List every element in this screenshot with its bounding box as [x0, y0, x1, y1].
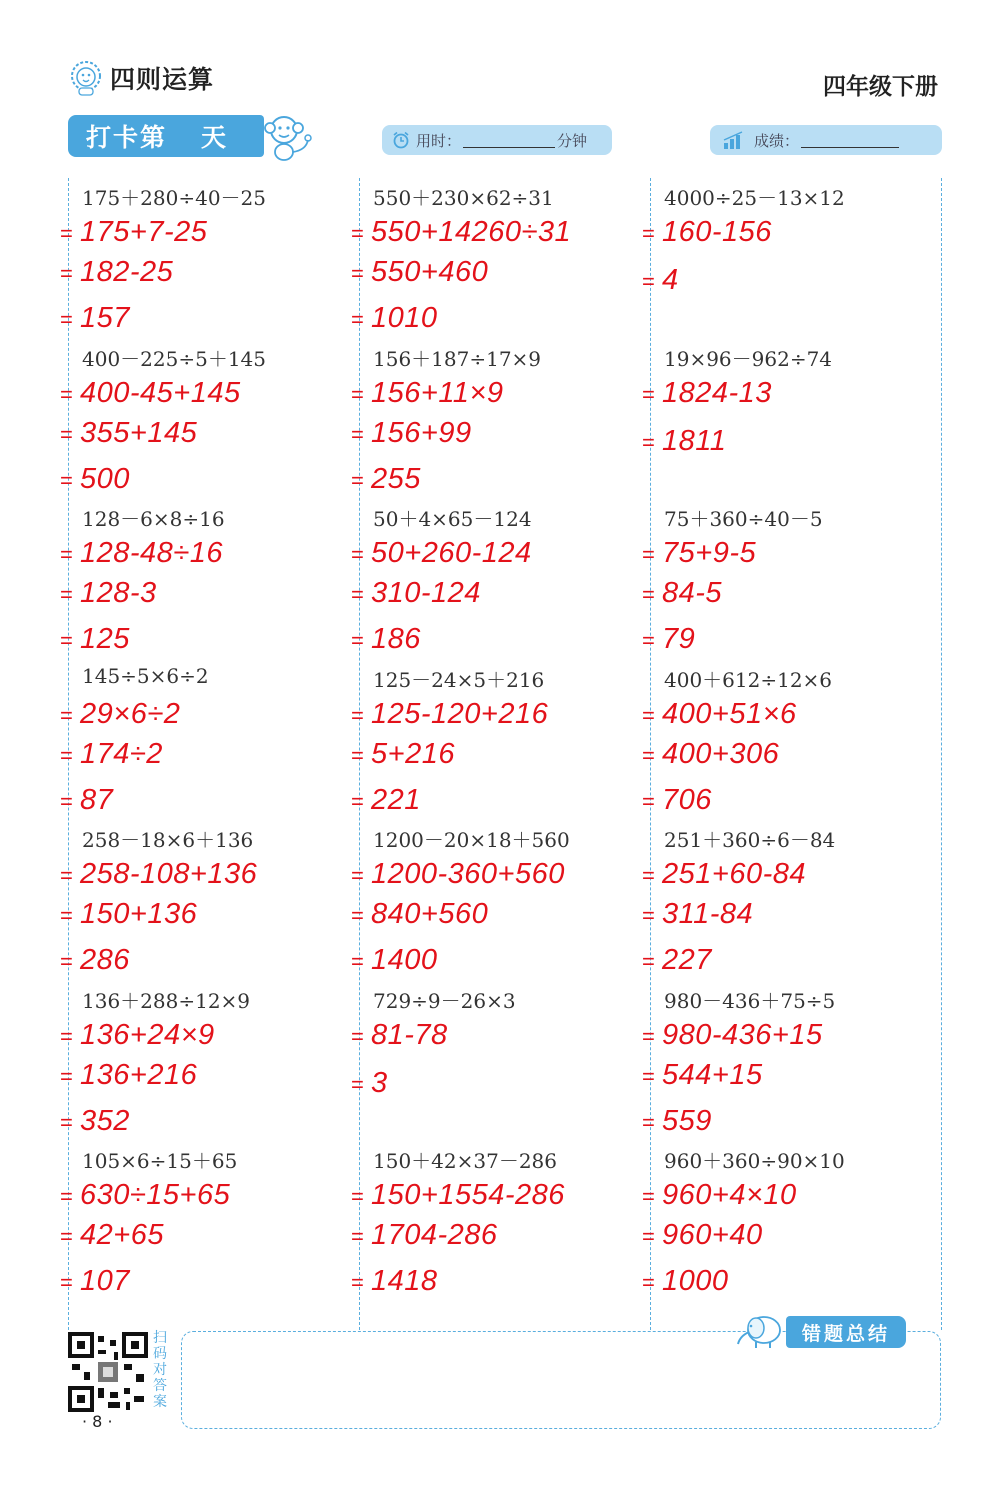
time-label: 用时：: [416, 131, 462, 150]
handwritten-step: = 559: [642, 1104, 712, 1137]
step-value: 42+65: [80, 1219, 164, 1251]
problem-cell: [351, 178, 629, 338]
handwritten-step: = 550+460: [351, 256, 489, 288]
step-value: 1811: [662, 424, 727, 457]
step-value: 550+460: [371, 256, 489, 288]
handwritten-step: = 84-5: [642, 577, 723, 609]
problem-cell: [60, 1141, 338, 1301]
score-blank[interactable]: [801, 133, 899, 148]
book-title: 四则运算: [110, 65, 215, 94]
step-value: 352: [80, 1104, 130, 1137]
problem-expression: 729÷9－26×3: [373, 988, 516, 1013]
step-value: 156+99: [371, 416, 472, 449]
step-value: 550+14260÷31: [371, 216, 572, 248]
step-value: 960+40: [662, 1219, 763, 1251]
step-value: 128-3: [80, 577, 157, 609]
handwritten-step: = 136+216: [60, 1058, 198, 1091]
step-value: 87: [80, 783, 114, 816]
step-value: 400+306: [662, 737, 780, 770]
handwritten-step: = 182-25: [60, 256, 174, 288]
problem-cell: [642, 981, 920, 1141]
step-value: 221: [371, 783, 421, 816]
problem-cell: [60, 499, 338, 659]
problem-cell: [60, 660, 338, 820]
problem-expression: 1200－20×18＋560: [373, 828, 570, 852]
step-value: 980-436+15: [662, 1018, 823, 1051]
problem-expression: 19×96－962÷74: [664, 346, 833, 371]
step-value: 156+11×9: [371, 376, 504, 409]
step-value: 136+24×9: [80, 1018, 215, 1051]
step-value: 559: [662, 1104, 712, 1137]
handwritten-step: = 840+560: [351, 898, 489, 930]
grid-line-right: [941, 178, 942, 1330]
problem-expression: 145÷5×6÷2: [82, 663, 209, 688]
step-value: 3: [371, 1066, 388, 1099]
handwritten-step: = 251+60-84: [642, 858, 806, 890]
problem-cell: [351, 660, 629, 820]
monkey-mascot-icon: [258, 108, 314, 164]
step-value: 174÷2: [80, 737, 163, 770]
checkin-banner: [68, 115, 264, 157]
step-value: 1824-13: [662, 376, 772, 409]
problem-cell: [60, 981, 338, 1141]
problem-cell: [351, 1141, 629, 1301]
handwritten-step: = 1418: [351, 1265, 438, 1297]
handwritten-step: = 258-108+136: [60, 858, 258, 890]
handwritten-step: = 500: [60, 462, 130, 495]
problem-cell: [60, 339, 338, 499]
problem-expression: 400＋612÷12×6: [664, 667, 833, 692]
handwritten-step: = 980-436+15: [642, 1018, 823, 1051]
step-value: 81-78: [371, 1018, 448, 1051]
handwritten-step: = 1824-13: [642, 376, 772, 409]
problem-expression: 128－6×8÷16: [82, 507, 225, 531]
page-number: · 8 ·: [82, 1412, 113, 1431]
handwritten-step: = 125: [60, 623, 130, 655]
step-value: 29×6÷2: [80, 697, 181, 730]
problem-expression: 4000÷25－13×12: [664, 186, 845, 210]
step-value: 400+51×6: [662, 697, 797, 730]
handwritten-step: = 87: [60, 783, 114, 816]
handwritten-step: = 29×6÷2: [60, 697, 181, 730]
problem-expression: 156＋187÷17×9: [373, 346, 542, 371]
scan-char: 码: [153, 1346, 167, 1362]
step-value: 5+216: [371, 737, 455, 770]
handwritten-step: = 255: [351, 462, 421, 495]
scan-instruction: [151, 1330, 169, 1410]
handwritten-step: = 125-120+216: [351, 697, 549, 730]
problem-expression: 125－24×5＋216: [373, 667, 545, 692]
handwritten-step: = 50+260-124: [351, 537, 532, 569]
grade-label: 四年级下册: [823, 74, 938, 100]
handwritten-step: = 186: [351, 623, 421, 655]
handwritten-step: = 1010: [351, 302, 438, 334]
step-value: 1010: [371, 302, 438, 334]
handwritten-step: = 550+14260÷31: [351, 216, 572, 248]
step-value: 150+1554-286: [371, 1179, 565, 1211]
handwritten-step: = 960+4×10: [642, 1179, 797, 1211]
step-value: 125: [80, 623, 130, 655]
handwritten-step: = 174÷2: [60, 737, 163, 770]
elephant-mascot-icon: [734, 1310, 788, 1350]
problem-expression: 136＋288÷12×9: [82, 988, 251, 1013]
handwritten-step: = 81-78: [351, 1018, 448, 1051]
step-value: 150+136: [80, 898, 198, 930]
problem-expression: 400－225÷5＋145: [82, 346, 267, 371]
step-value: 1418: [371, 1265, 438, 1297]
problem-cell: [351, 981, 629, 1141]
checkin-prefix: 打卡第: [86, 123, 168, 152]
step-value: 136+216: [80, 1058, 198, 1091]
step-value: 128-48÷16: [80, 537, 223, 569]
step-value: 186: [371, 623, 421, 655]
handwritten-step: = 706: [642, 783, 712, 816]
step-value: 84-5: [662, 577, 723, 609]
step-value: 1704-286: [371, 1219, 498, 1251]
step-value: 960+4×10: [662, 1179, 797, 1211]
handwritten-step: = 630÷15+65: [60, 1179, 231, 1211]
handwritten-step: = 1811: [642, 424, 727, 457]
problem-expression: 980－436＋75÷5: [664, 988, 836, 1013]
problem-cell: [642, 499, 920, 659]
step-value: 107: [80, 1265, 130, 1297]
step-value: 311-84: [662, 898, 754, 930]
handwritten-step: = 157: [60, 302, 130, 334]
handwritten-step: = 227: [642, 944, 712, 976]
step-value: 125-120+216: [371, 697, 549, 730]
step-value: 286: [80, 944, 130, 976]
step-value: 500: [80, 462, 130, 495]
handwritten-step: = 400-45+145: [60, 376, 241, 409]
step-value: 310-124: [371, 577, 481, 609]
step-value: 160-156: [662, 216, 772, 248]
handwritten-step: = 128-48÷16: [60, 537, 223, 569]
handwritten-step: = 1704-286: [351, 1219, 498, 1251]
lion-mascot-icon: [68, 60, 104, 96]
problem-expression: 50＋4×65－124: [373, 507, 532, 531]
problem-cell: [60, 178, 338, 338]
problem-cell: [642, 1141, 920, 1301]
problem-cell: [642, 339, 920, 499]
handwritten-step: = 156+11×9: [351, 376, 504, 409]
handwritten-step: = 400+51×6: [642, 697, 797, 730]
step-value: 840+560: [371, 898, 489, 930]
step-value: 400-45+145: [80, 376, 241, 409]
step-value: 706: [662, 783, 712, 816]
handwritten-step: = 221: [351, 783, 421, 816]
problem-cell: [642, 178, 920, 338]
handwritten-step: = 136+24×9: [60, 1018, 215, 1051]
handwritten-step: = 128-3: [60, 577, 157, 609]
handwritten-step: = 960+40: [642, 1219, 763, 1251]
handwritten-step: = 3: [351, 1066, 388, 1099]
problem-cell: [642, 820, 920, 980]
alarm-clock-icon: [392, 131, 410, 149]
step-value: 75+9-5: [662, 537, 757, 569]
scan-char: 扫: [153, 1330, 167, 1346]
step-value: 544+15: [662, 1058, 763, 1091]
problem-cell: [351, 820, 629, 980]
handwritten-step: = 310-124: [351, 577, 481, 609]
step-value: 251+60-84: [662, 858, 806, 890]
handwritten-step: = 175+7-25: [60, 216, 208, 248]
problem-expression: 175＋280÷40－25: [82, 186, 267, 210]
handwritten-step: = 5+216: [351, 737, 455, 770]
handwritten-step: = 355+145: [60, 416, 198, 449]
step-value: 4: [662, 264, 679, 296]
step-value: 258-108+136: [80, 858, 258, 890]
handwritten-step: = 107: [60, 1265, 130, 1297]
handwritten-step: = 156+99: [351, 416, 472, 449]
handwritten-step: = 400+306: [642, 737, 780, 770]
handwritten-step: = 160-156: [642, 216, 772, 248]
problem-expression: 258－18×6＋136: [82, 828, 254, 852]
problem-expression: 150＋42×37－286: [373, 1149, 558, 1173]
handwritten-step: = 42+65: [60, 1219, 164, 1251]
score-field: [710, 125, 942, 155]
problem-expression: 960＋360÷90×10: [664, 1149, 845, 1173]
step-value: 79: [662, 623, 696, 655]
step-value: 227: [662, 944, 712, 976]
step-value: 255: [371, 462, 421, 495]
step-value: 1000: [662, 1265, 729, 1297]
handwritten-step: = 75+9-5: [642, 537, 757, 569]
time-blank[interactable]: [463, 133, 555, 148]
scan-char: 对: [153, 1362, 167, 1378]
problem-cell: [351, 339, 629, 499]
time-field: [382, 125, 612, 155]
mistake-summary-label: 错题总结: [786, 1316, 906, 1348]
handwritten-step: = 544+15: [642, 1058, 763, 1091]
problem-expression: 251＋360÷6－84: [664, 828, 836, 852]
step-value: 50+260-124: [371, 537, 532, 569]
handwritten-step: = 286: [60, 944, 130, 976]
book-header: [68, 60, 214, 96]
score-label: 成绩：: [754, 131, 800, 150]
step-value: 630÷15+65: [80, 1179, 231, 1211]
problem-expression: 75＋360÷40－5: [664, 507, 823, 531]
handwritten-step: = 1200-360+560: [351, 858, 565, 890]
handwritten-step: = 1000: [642, 1265, 729, 1297]
handwritten-step: = 311-84: [642, 898, 754, 930]
problem-expression: 105×6÷15＋65: [82, 1149, 238, 1173]
scan-char: 答: [153, 1378, 167, 1394]
problem-expression: 550＋230×62÷31: [373, 186, 554, 210]
problem-cell: [642, 660, 920, 820]
step-value: 1400: [371, 944, 438, 976]
step-value: 1200-360+560: [371, 858, 565, 890]
step-value: 157: [80, 302, 130, 334]
handwritten-step: = 150+1554-286: [351, 1179, 565, 1211]
handwritten-step: = 150+136: [60, 898, 198, 930]
step-value: 355+145: [80, 416, 198, 449]
scan-char: 案: [153, 1394, 167, 1410]
problem-cell: [60, 820, 338, 980]
handwritten-step: = 79: [642, 623, 696, 655]
qr-code-icon[interactable]: [68, 1332, 148, 1412]
time-unit: 分钟: [557, 131, 588, 150]
handwritten-step: = 352: [60, 1104, 130, 1137]
bar-chart-icon: [722, 130, 748, 150]
checkin-suffix: 天: [201, 123, 229, 152]
handwritten-step: = 4: [642, 264, 679, 296]
problem-cell: [351, 499, 629, 659]
step-value: 175+7-25: [80, 216, 208, 248]
step-value: 182-25: [80, 256, 174, 288]
handwritten-step: = 1400: [351, 944, 438, 976]
